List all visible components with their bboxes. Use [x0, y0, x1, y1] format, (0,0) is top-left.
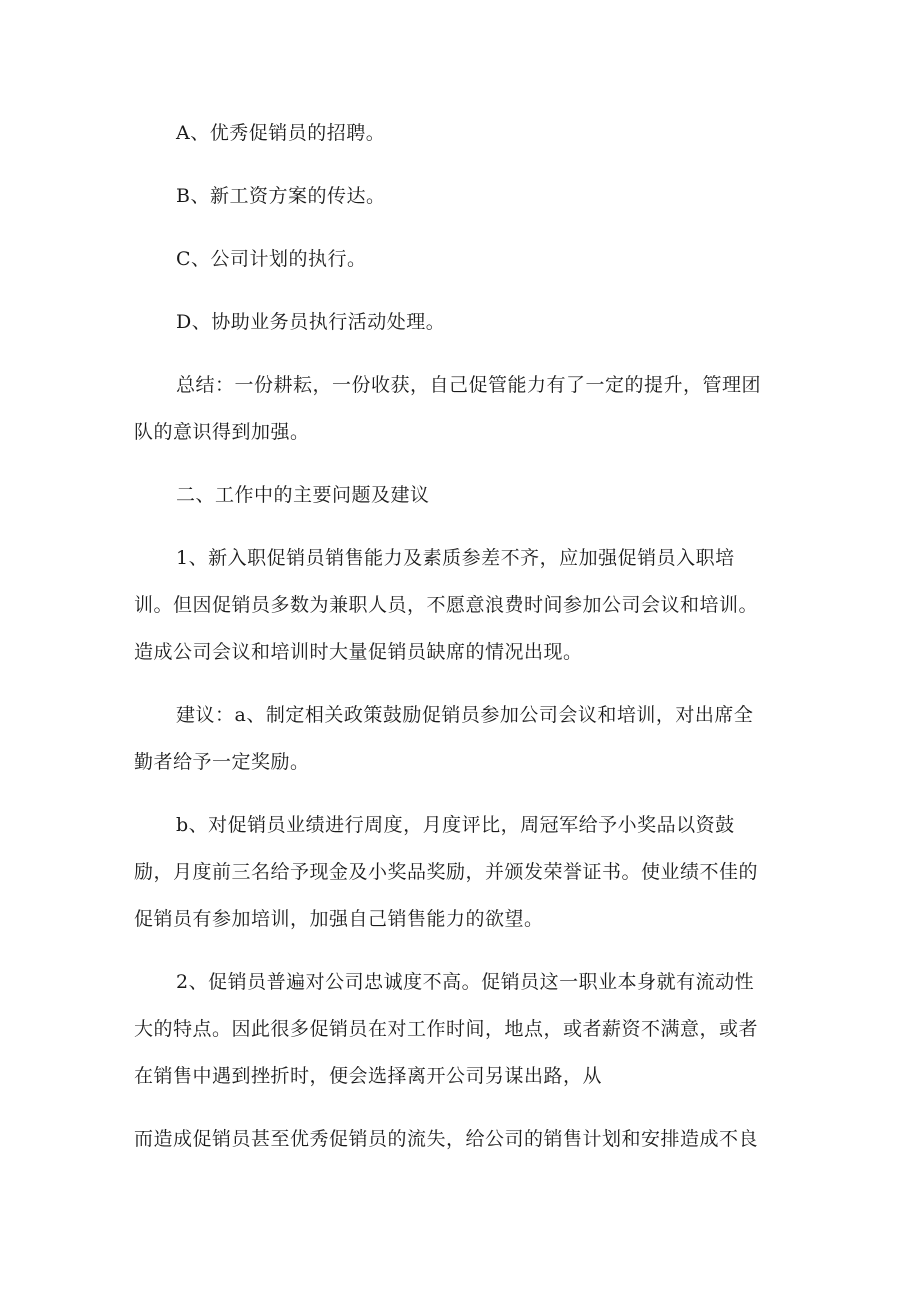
problem-2-line-1: 2、促销员普遍对公司忠诚度不高。促销员这一职业本身就有流动性: [176, 971, 755, 993]
problem-1-line-1: 1、新入职促销员销售能力及素质参差不齐，应加强促销员入职培: [176, 547, 735, 569]
problem-1-line-2: 训。但因促销员多数为兼职人员，不愿意浪费时间参加公司会议和培训。: [134, 594, 759, 616]
suggestion-b-line-1: b、对促销员业绩进行周度，月度评比，周冠军给予小奖品以资鼓: [176, 814, 735, 836]
list-item-d: D、协助业务员执行活动处理。: [176, 311, 446, 333]
problem-2-line-4: 而造成促销员甚至优秀促销员的流失，给公司的销售计划和安排造成不良: [134, 1128, 759, 1150]
suggestion-b-line-2: 励，月度前三名给予现金及小奖品奖励，并颁发荣誉证书。使业绩不佳的: [134, 861, 759, 883]
problem-1-line-3: 造成公司会议和培训时大量促销员缺席的情况出现。: [134, 641, 583, 663]
section-heading: 二、工作中的主要问题及建议: [176, 484, 430, 506]
summary-line-2: 队的意识得到加强。: [134, 421, 310, 443]
list-item-b: B、新工资方案的传达。: [176, 185, 386, 207]
list-item-a: A、优秀促销员的招聘。: [176, 122, 386, 144]
problem-2-line-2: 大的特点。因此很多促销员在对工作时间，地点，或者薪资不满意，或者: [134, 1018, 759, 1040]
problem-2-line-3: 在销售中遇到挫折时，便会选择离开公司另谋出路，从: [134, 1065, 603, 1087]
summary-line-1: 总结：一份耕耘，一份收获，自己促管能力有了一定的提升，管理团: [176, 374, 762, 396]
suggestion-a-line-2: 勤者给予一定奖励。: [134, 751, 310, 773]
suggestion-a-line-1: 建议：a、制定相关政策鼓励促销员参加公司会议和培训，对出席全: [176, 704, 754, 726]
suggestion-b-line-3: 促销员有参加培训，加强自己销售能力的欲望。: [134, 908, 544, 930]
list-item-c: C、公司计划的执行。: [176, 248, 367, 270]
